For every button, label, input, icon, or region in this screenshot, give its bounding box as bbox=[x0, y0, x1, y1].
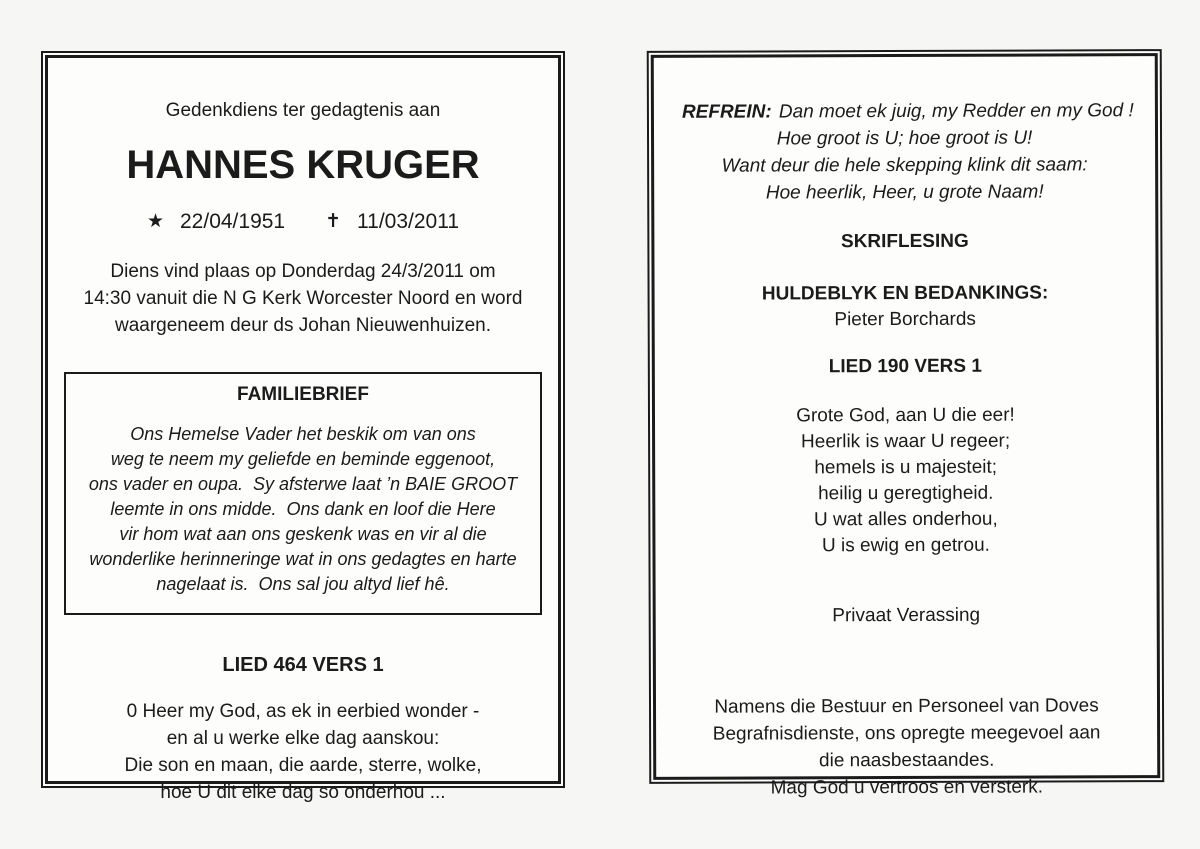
text-line: heilig u geregtigheid. bbox=[818, 482, 994, 505]
text-line: U wat alles onderhou, bbox=[813, 508, 998, 531]
lied-190-verse bbox=[669, 402, 1143, 560]
birth-date-group bbox=[147, 210, 285, 234]
text-line: hoe U dit elke dag so onderhou ... bbox=[160, 782, 446, 803]
private-cremation-note: Privaat Verassing bbox=[832, 604, 981, 627]
text-line: vir hom wat aan ons geskenk was en vir al die bbox=[119, 524, 487, 544]
text-line: Mag God u vertroos en versterk. bbox=[770, 776, 1044, 799]
death-date: 11/03/2011 bbox=[357, 210, 460, 233]
service-info bbox=[62, 258, 544, 339]
lied-464-title: LIED 464 VERS 1 bbox=[222, 654, 384, 676]
huldeblyk-title: HULDEBLYK EN BEDANKINGS: bbox=[761, 282, 1049, 305]
familiebrief-title: FAMILIEBRIEF bbox=[237, 384, 369, 405]
refrein-first-text: Dan moet ek juig, my Redder en my God ! bbox=[778, 100, 1134, 123]
deceased-name: HANNES KRUGER bbox=[126, 143, 480, 187]
birth-date: 22/04/1951 bbox=[180, 210, 286, 233]
text-line: Hoe groot is U; hoe groot is U! bbox=[776, 127, 1033, 150]
text-line: Diens vind plaas op Donderdag 24/3/2011 om bbox=[110, 261, 496, 282]
text-line: 14:30 vanuit die N G Kerk Worcester Noord en word bbox=[83, 288, 523, 309]
page-left-inner-frame bbox=[45, 55, 561, 803]
refrein-block bbox=[668, 97, 1141, 207]
text-line: 0 Heer my God, as ek in eerbied wonder - bbox=[126, 701, 480, 722]
text-line: Want deur die hele skepping klink dit saam: bbox=[721, 154, 1088, 177]
text-line: leemte in ons midde. Ons dank en loof die Here bbox=[110, 499, 496, 519]
lied-464-verse bbox=[62, 698, 544, 806]
familiebrief-text bbox=[70, 422, 536, 597]
condolence-message bbox=[670, 692, 1143, 802]
text-line: U is ewig en getrou. bbox=[821, 534, 990, 557]
refrein-label: REFREIN: bbox=[681, 101, 772, 123]
death-cross-icon: ✝ bbox=[325, 210, 342, 232]
birth-star-icon: ★ bbox=[146, 210, 164, 232]
text-line: en al u werke elke dag aanskou: bbox=[166, 728, 440, 749]
lied-190-title: LIED 190 VERS 1 bbox=[828, 355, 982, 378]
text-line: hemels is u majesteit; bbox=[814, 456, 998, 479]
text-line: Grote God, aan U die eer! bbox=[796, 404, 1015, 427]
text-line: Die son en maan, die aarde, sterre, wolke, bbox=[124, 755, 482, 776]
text-line: Hoe heerlik, Heer, u grote Naam! bbox=[765, 181, 1044, 204]
familiebrief-box bbox=[64, 372, 542, 615]
refrein-first-line bbox=[668, 97, 1141, 126]
memorial-page-left bbox=[41, 51, 565, 803]
intro-line: Gedenkdiens ter gedagtenis aan bbox=[165, 100, 441, 121]
text-line: ons vader en oupa. Sy afsterwe laat ’n BAIE GROOT bbox=[88, 474, 518, 494]
text-line: Namens die Bestuur en Personeel van Doves bbox=[714, 695, 1099, 718]
text-line: Begrafnisdienste, ons opregte meegevoel aan bbox=[712, 722, 1101, 745]
memorial-page-right bbox=[647, 49, 1165, 799]
life-dates bbox=[62, 210, 544, 234]
text-line: weg te neem my geliefde en beminde eggenoot, bbox=[110, 449, 496, 469]
text-line: wonderlike herinneringe wat in ons gedagtes en harte bbox=[89, 549, 517, 569]
text-line: waargeneem deur ds Johan Nieuwenhuizen. bbox=[114, 315, 492, 336]
text-line: die naasbestaandes. bbox=[818, 749, 995, 772]
text-line: Heerlik is waar U regeer; bbox=[801, 430, 1011, 453]
death-date-group bbox=[325, 210, 459, 234]
refrein-lines bbox=[668, 124, 1141, 207]
text-line: nagelaat is. Ons sal jou altyd lief hê. bbox=[156, 574, 450, 594]
skriflesing-title: SKRIFLESING bbox=[840, 230, 969, 253]
page-right-inner-frame bbox=[651, 53, 1161, 799]
text-line: Ons Hemelse Vader het beskik om van ons bbox=[130, 424, 476, 444]
huldeblyk-name: Pieter Borchards bbox=[834, 308, 976, 331]
